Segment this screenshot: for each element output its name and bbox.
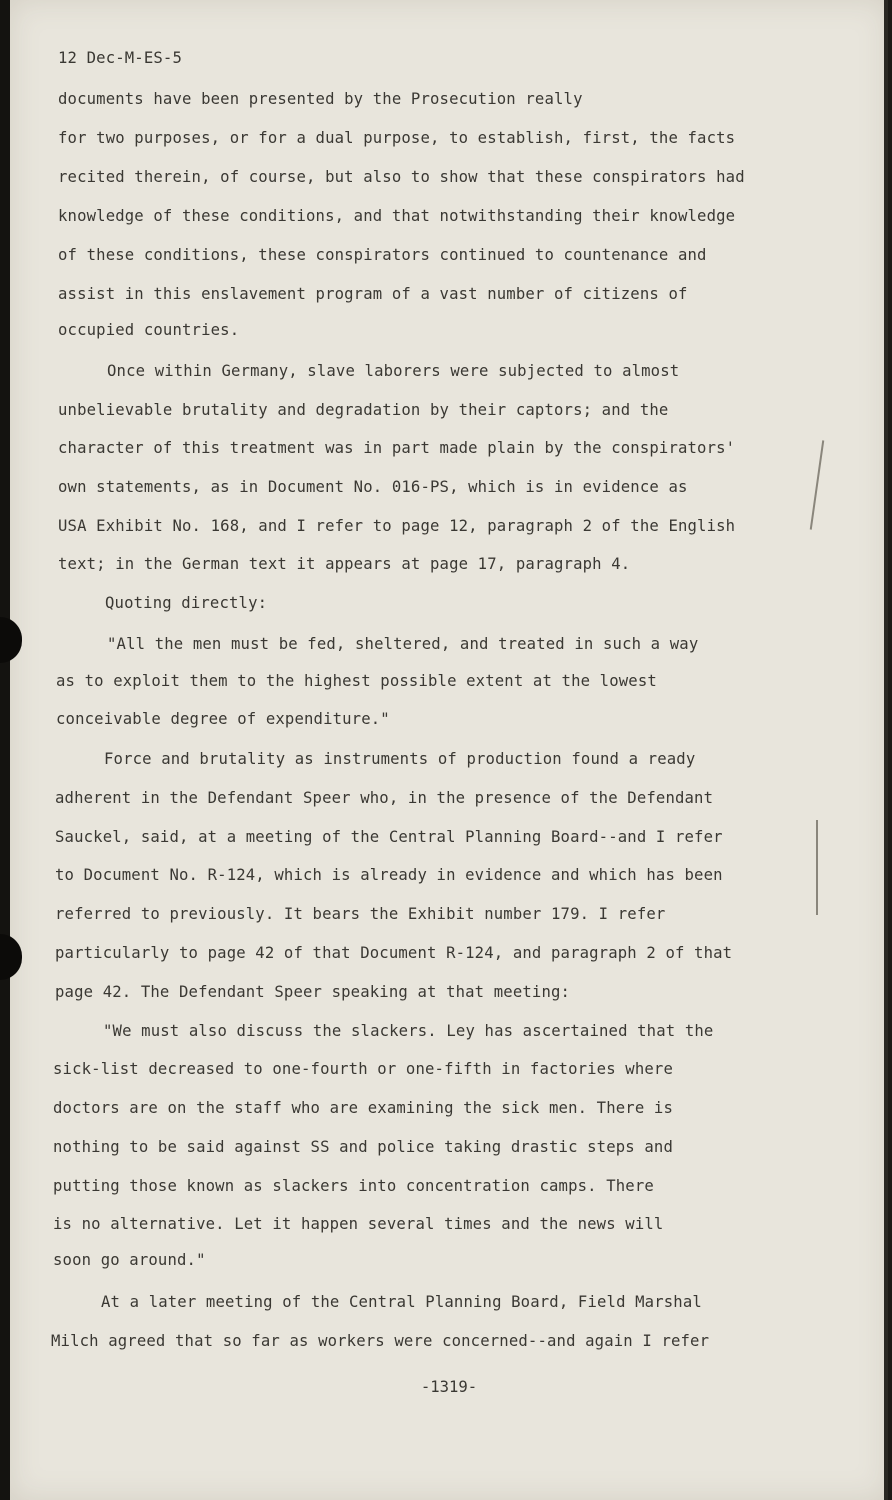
text-line: own statements, as in Document No. 016-PS, which is in evidence as bbox=[58, 478, 688, 496]
quote-line: putting those known as slackers into concentration camps. There bbox=[53, 1177, 654, 1195]
scan-left-edge bbox=[0, 0, 10, 1500]
text-line: documents have been presented by the Prosecution really bbox=[58, 90, 583, 108]
text-line: Force and brutality as instruments of production found a ready bbox=[104, 750, 696, 768]
text-line: occupied countries. bbox=[58, 321, 240, 339]
text-line: unbelievable brutality and degradation by their captors; and the bbox=[58, 401, 669, 419]
quote-line: "All the men must be fed, sheltered, and treated in such a way bbox=[107, 635, 699, 653]
text-line: USA Exhibit No. 168, and I refer to page 12, paragraph 2 of the English bbox=[58, 517, 736, 535]
quote-line: soon go around." bbox=[53, 1251, 206, 1269]
quote-line: doctors are on the staff who are examining the sick men. There is bbox=[53, 1099, 673, 1117]
text-line: page 42. The Defendant Speer speaking at that meeting: bbox=[55, 983, 571, 1001]
quote-line: is no alternative. Let it happen several times and the news will bbox=[53, 1215, 664, 1233]
text-line: text; in the German text it appears at page 17, paragraph 4. bbox=[58, 555, 631, 573]
text-line: for two purposes, or for a dual purpose, to establish, first, the facts bbox=[58, 129, 736, 147]
text-line: referred to previously. It bears the Exhibit number 179. I refer bbox=[55, 905, 666, 923]
text-line: Once within Germany, slave laborers were subjected to almost bbox=[107, 362, 680, 380]
quote-line: nothing to be said against SS and police taking drastic steps and bbox=[53, 1138, 673, 1156]
quote-line: conceivable degree of expenditure." bbox=[56, 710, 390, 728]
quote-line: as to exploit them to the highest possible extent at the lowest bbox=[56, 672, 657, 690]
text-line: Sauckel, said, at a meeting of the Central Planning Board--and I refer bbox=[55, 828, 723, 846]
document-page bbox=[10, 0, 888, 1500]
text-line: assist in this enslavement program of a vast number of citizens of bbox=[58, 285, 688, 303]
text-line: recited therein, of course, but also to show that these conspirators had bbox=[58, 168, 745, 186]
text-line: At a later meeting of the Central Planning Board, Field Marshal bbox=[101, 1293, 702, 1311]
quote-line: sick-list decreased to one-fourth or one-fifth in factories where bbox=[53, 1060, 673, 1078]
text-line: Milch agreed that so far as workers were concerned--and again I refer bbox=[51, 1332, 710, 1350]
margin-mark bbox=[810, 440, 825, 529]
text-line: particularly to page 42 of that Document R-124, and paragraph 2 of that bbox=[55, 944, 733, 962]
margin-mark bbox=[816, 820, 818, 915]
quote-line: "We must also discuss the slackers. Ley has ascertained that the bbox=[103, 1022, 714, 1040]
header-reference: 12 Dec-M-ES-5 bbox=[58, 49, 182, 67]
text-line: character of this treatment was in part made plain by the conspirators' bbox=[58, 439, 736, 457]
text-line: of these conditions, these conspirators continued to countenance and bbox=[58, 246, 707, 264]
page-number: -1319- bbox=[420, 1378, 478, 1396]
text-line: to Document No. R-124, which is already in evidence and which has been bbox=[55, 866, 723, 884]
scan-right-edge bbox=[884, 0, 888, 1500]
text-line: adherent in the Defendant Speer who, in the presence of the Defendant bbox=[55, 789, 714, 807]
text-line: Quoting directly: bbox=[105, 594, 268, 612]
text-line: knowledge of these conditions, and that notwithstanding their knowledge bbox=[58, 207, 736, 225]
